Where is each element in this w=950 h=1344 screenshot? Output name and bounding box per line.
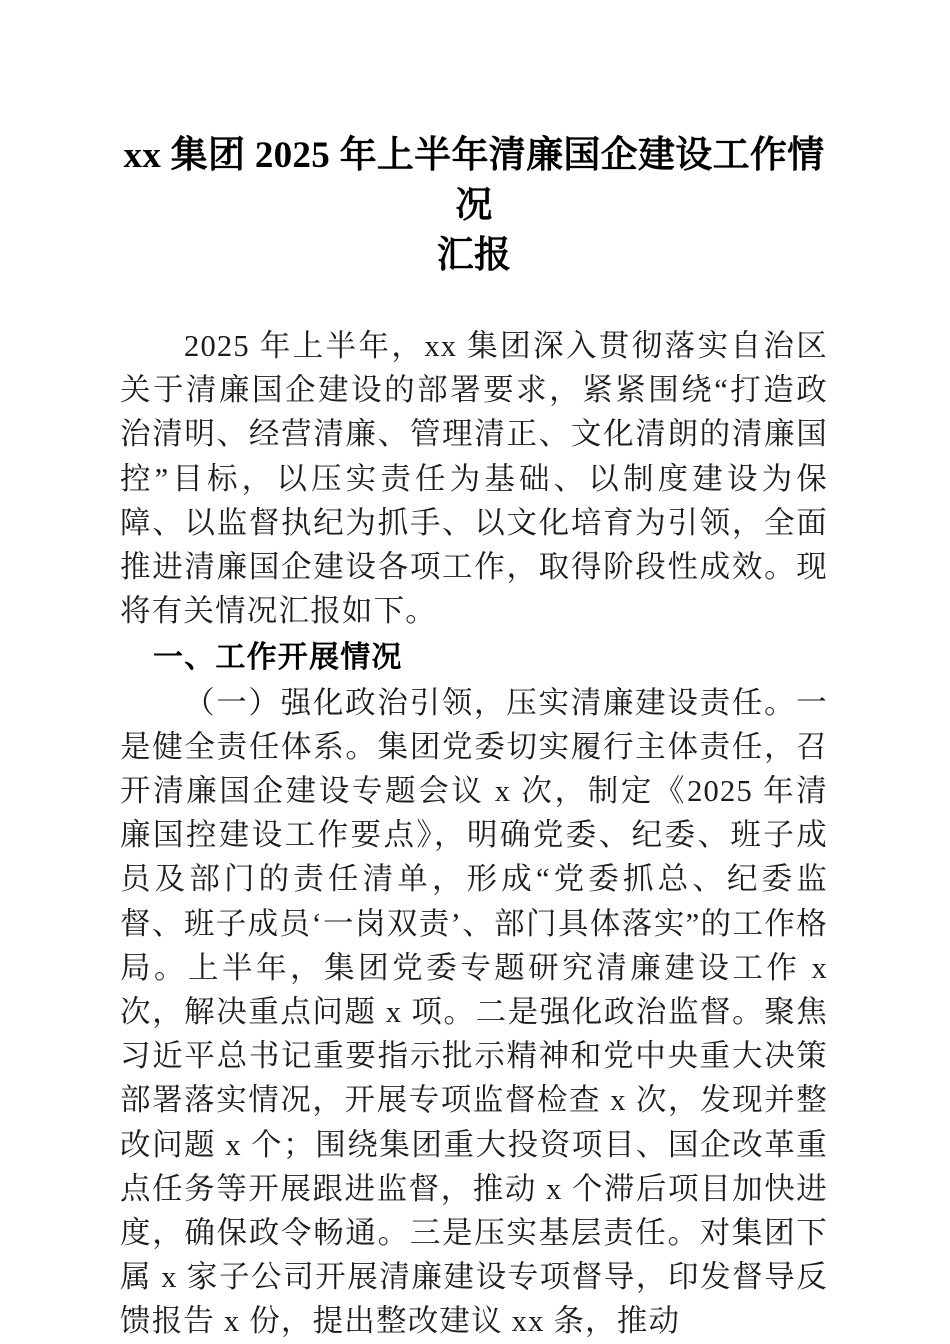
- document-title-line-2: 汇报: [436, 235, 512, 276]
- document-title-line-1: xx 集团 2025 年上半年清廉国企建设工作情况: [123, 135, 825, 226]
- document-title: [120, 0, 828, 281]
- paragraph-section-1-1: （一）强化政治引领，压实清廉建设责任。一是健全责任体系。集团党委切实履行主体责任，召开清廉国企建设专题会议 x 次，制定《2025 年清廉国控建设工作要点》，明确党委、纪委、班子成员及部门的责任清单，形成“党委抓总、纪委监督、班子成员‘一岗双责’、部门具体落实”的工作格局。上半年，集团党委专题研究清廉建设工作 x 次，解决重点问题 x 项。二是强化政治监督。聚焦习近平总书记重要指示批示精神和党中央重大决策部署落实情况，开展专项监督检查 x 次，发现并整改问题 x 个；围绕集团重大投资项目、国企改革重点任务等开展跟进监督，推动 x 个滞后项目加快进度，确保政令畅通。三是压实基层责任。对集团下属 x 家子公司开展清廉建设专项督导，印发督导反馈报告 x 份，提出整改建议 xx 条，推动: [120, 685, 828, 1339]
- document-content: [120, 0, 828, 1344]
- section-heading-1: 一、工作开展情况: [153, 641, 403, 675]
- document-body: [120, 324, 828, 1344]
- paragraph-intro: 2025 年上半年，xx 集团深入贯彻落实自治区关于清廉国企建设的部署要求，紧紧围绕“打造政治清明、经营清廉、管理清正、文化清朗的清廉国控”目标，以压实责任为基础、以制度建设为保障、以监督执纪为抓手、以文化培育为引领，全面推进清廉国企建设各项工作，取得阶段性成效。现将有关情况汇报如下。: [120, 329, 828, 629]
